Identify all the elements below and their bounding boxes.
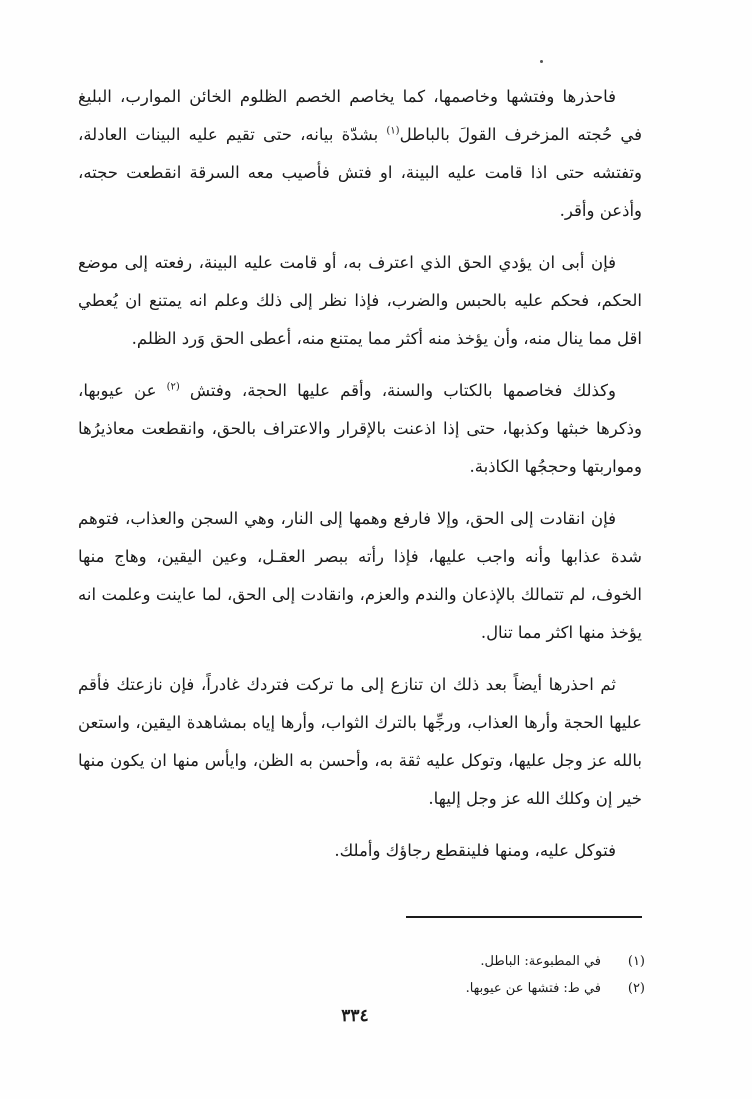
paragraph-6: فتوكل عليه، ومنها فلينقطع رجاؤك وأملك.: [334, 841, 616, 860]
paragraph-1-text-b: بشدّة بيانه، حتى تقيم عليه البينات العادلة، وتفتشه حتى اذا قامت عليه البينة، او فتش فأصيب معه السرقة انقطعت حجته، وأذعن وأقر.: [78, 125, 642, 220]
footnote-2: [300, 975, 645, 1002]
footnote-1: [300, 948, 645, 975]
paragraph-3: [78, 372, 642, 486]
footnote-divider: [406, 916, 642, 918]
paragraph-3-text-b: عن عيوبها، وذكرها خبثها وكذبها، حتى إذا اذعنت بالإقرار والاعتراف بالحق، وانقطعت معاذيرُها ومواربتها وحججُها الكاذبة.: [78, 381, 642, 476]
footnotes: [300, 948, 645, 1002]
footnote-2-number: (٢): [627, 981, 645, 996]
footnote-2-text: في ط: فتشها عن عيوبها.: [465, 981, 601, 996]
paragraph-1: [78, 78, 642, 230]
main-text: [78, 78, 642, 870]
paragraph-4: فإن انقادت إلى الحق، وإلا فارفع وهمها إلى النار، وهي السجن والعذاب، فتوهم شدة عذابها وأنه واجب عليها، فإذا رأته ببصر العقـل، وعين اليقين، وهاج منها الخوف، لم تتمالك بالإذعان والندم والعزم، وانقادت إلى الحق، لما عاينت وعلمت انه يؤخذ منها اكثر مما تنال.: [78, 509, 642, 642]
footnote-1-text: في المطبوعة: الباطل.: [480, 954, 601, 969]
page-number: ٣٣٤: [341, 1006, 369, 1026]
paragraph-3-text-a: وكذلك فخاصمها بالكتاب والسنة، وأقم عليها الحجة، وفتش: [189, 381, 616, 400]
footnote-1-number: (١): [627, 954, 645, 969]
paragraph-5: ثم احذرها أيضاً بعد ذلك ان تنازع إلى ما تركت فتردك غادراً، فإن نازعتك فأقم عليها الحجة وأرها العذاب، ورجِّها بالترك الثواب، وأرها إياه بمشاهدة اليقين، واستعن بالله عز وجل عليها، وتوكل عليه ثقة به، وأحسن به الظن، وايأس منها ان يكون منها خير إن وكلك الله عز وجل إليها.: [78, 675, 642, 808]
paragraph-1-text-a: فاحذرها وفتشها وخاصمها، كما يخاصم الخصم الظلوم الخائن الموارب، البليغ في حُجته المزخرف القولَ بالباطل: [78, 87, 642, 144]
footnote-marker-2: (٢): [166, 381, 180, 393]
paragraph-2: فإن أبى ان يؤدي الحق الذي اعترف به، أو قامت عليه البينة، رفعته إلى موضع الحكم، فحكم عليه بالحبس والضرب، فإذا نظر إلى ذلك وعلم انه يمتنع ان يُعطي اقل مما ينال منه، وأن يؤخذ منه أكثر مما يمتنع منه، أعطى الحق وَرد الظلم.: [78, 253, 642, 348]
scan-speck: [540, 60, 543, 63]
footnote-marker-1: (١): [386, 125, 400, 137]
